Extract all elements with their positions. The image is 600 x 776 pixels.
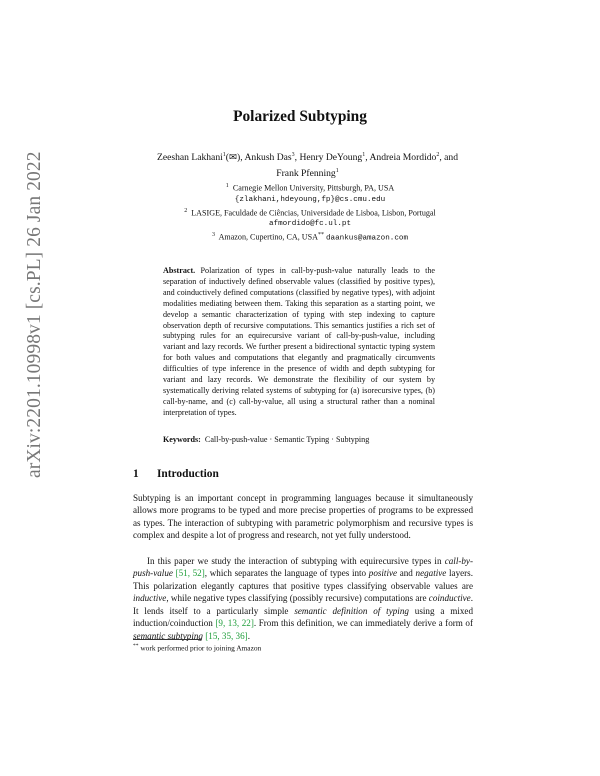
author-name: Frank Pfenning xyxy=(276,167,336,179)
affiliation-1: $^1$ Carnegie Mellon University, Pittsburgh, PA, USA xyxy=(225,183,395,193)
email-3[interactable]: daankus@amazon.com xyxy=(325,234,409,243)
author-affil-mark: 2 xyxy=(436,152,440,158)
footnote-mark: ** xyxy=(133,643,139,649)
citation-link[interactable]: [15, 35, 36] xyxy=(205,630,248,641)
author-name: Ankush Das xyxy=(244,152,292,164)
author-name: Henry DeYoung xyxy=(299,152,363,164)
affiliations xyxy=(140,181,480,245)
keywords-label: Keywords: xyxy=(163,435,201,444)
affiliation-3: $^3$ Amazon, Cupertino, CA, USA** daankus@amazon.com xyxy=(211,232,409,243)
email-2[interactable]: afmordido@fc.ul.pt xyxy=(268,220,352,229)
paper-title: Polarized Subtyping xyxy=(233,108,367,125)
author-name: Zeeshan Lakhani xyxy=(156,152,223,164)
citation-link[interactable]: [51, 52] xyxy=(175,568,205,579)
affiliation-2: $^2$ LASIGE, Faculdade de Ciências, Universidade de Lisboa, Lisbon, Portugal xyxy=(184,207,436,218)
mail-icon: (✉) xyxy=(225,152,241,164)
email-1[interactable]: {zlakhani,hdeyoung,fp}@cs.cmu.edu xyxy=(234,195,386,204)
abstract-text: Polarization of types in call-by-push-value naturally leads to the separation of inductively defined observable values (classified by positive types), and coinductively defined computations (classified by negative types), with adjoint modalities mediating between them. Taking this separation as a starting point, we develop a semantic characterization of typing with step indexing to capture observation depth of recursive computations. This semantics justifies a rich set of subtyping rules for an equirecursive variant of call-by-push-value, including variant and lazy records. We further present a bidirectional syntactic typing system for both values and computations that elegantly and pragmatically circumvents difficulties of type inference in the presence of width and depth subtyping for variant and lazy records. We demonstrate the flexibility of our system by systematically deriving related systems of subtyping for (a) isorecursive types, (b) call-by-name, and (c) call-by-value, all using a structural rather than a nominal interpretation of types. xyxy=(163,266,435,417)
keywords xyxy=(163,435,443,446)
section-heading xyxy=(133,468,219,480)
footnote-divider xyxy=(133,639,201,640)
author-affil-mark: 1 xyxy=(362,152,366,158)
footnote-text: work performed prior to joining Amazon xyxy=(138,643,262,653)
section-number: 1 xyxy=(133,468,139,480)
author-conjunction: and xyxy=(444,152,459,164)
abstract-label: Abstract. xyxy=(163,266,196,275)
paragraph-1: Subtyping is an important concept in programming languages because it simultaneously allows more programs to be typed and more precise properties of programs to be expressed as types. The interaction of subtyping with parametric polymorphism and recursive types is complex and despite a lot of progress and research, not yet fully understood. xyxy=(133,493,473,541)
keywords-text: Call-by-push-value · Semantic Typing · Subtyping xyxy=(204,435,370,444)
section-title: Introduction xyxy=(157,468,219,480)
arxiv-identifier: arXiv:2201.10998v1 [cs.PL] 26 Jan 2022 xyxy=(24,151,45,478)
abstract xyxy=(163,266,435,419)
footnote xyxy=(133,642,261,653)
citation-link[interactable]: [9, 13, 22] xyxy=(215,618,254,629)
author-affil-mark: 1 xyxy=(335,167,339,174)
author-affil-mark: 1 xyxy=(222,152,226,158)
author-name: Andreia Mordido xyxy=(369,152,437,164)
paragraph-2: In this paper we study the interaction of subtyping with equirecursive types in call-by-push-value [51, 52], which separates the language of types into positive and negative layers. This polarization elegantly captures that positive types classifying observable values are inductive, while negative types classifying (possibly recursive) computations are coinductive. It lends itself to a particularly simple semantic definition of typing using a mixed induction/coinduction [9, 13, 22]. From this definition, we can immediately derive a form of semantic subtyping [15, 35, 36]. xyxy=(133,556,474,641)
author-list: Zeeshan Lakhani$^1$(✉), Ankush Das$^3$, Henry DeYoung$^1$, Andreia Mordido$^2$, and Frank Pfenning$^1$ xyxy=(156,152,459,179)
author-affil-mark: 3 xyxy=(291,152,295,158)
